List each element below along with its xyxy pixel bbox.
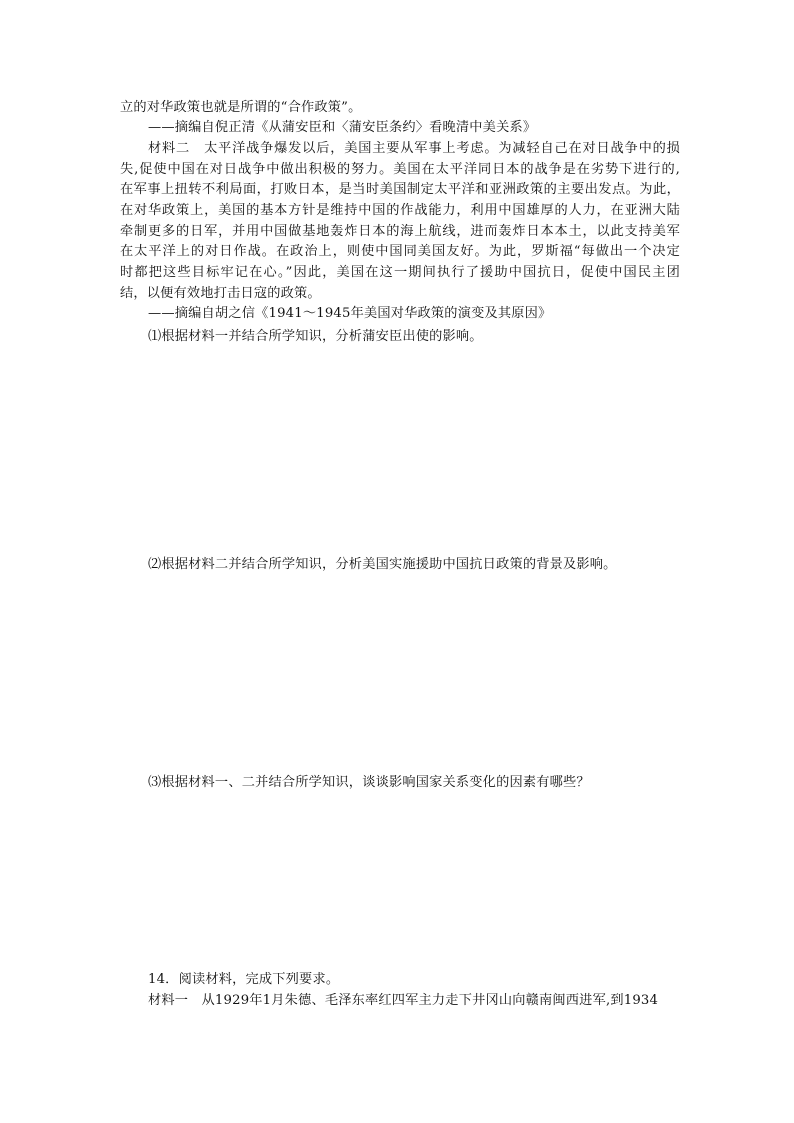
material-two-line: 失,促使中国在对日战争中做出积极的努力。美国在太平洋同日本的战争是在劣势下进行的, bbox=[120, 162, 680, 177]
material-two-line: 时都把这些目标牢记在心。”因此，美国在这一期间执行了援助中国抗日，促使中国民主团 bbox=[120, 265, 680, 280]
question-3: ⑶根据材料一、二并结合所学知识，谈谈影响国家关系变化的因素有哪些？ bbox=[148, 775, 590, 790]
material-two-line: 在军事上扭转不利局面，打败日本，是当时美国制定太平洋和亚洲政策的主要出发点。为此， bbox=[120, 182, 680, 197]
question-14-title: 14．阅读材料，完成下列要求。 bbox=[148, 972, 340, 987]
question-2: ⑵根据材料二并结合所学知识，分析美国实施援助中国抗日政策的背景及影响。 bbox=[148, 557, 617, 572]
material-two-line: 在对华政策上，美国的基本方针是维持中国的作战能力，利用中国雄厚的人力，在亚洲大陆 bbox=[120, 203, 680, 218]
material-two-line: 牵制更多的日军，并用中国做基地轰炸日本的海上航线，进而轰炸日本本土，以此支持美军 bbox=[120, 224, 680, 239]
question-1: ⑴根据材料一并结合所学知识，分析蒲安臣出使的影响。 bbox=[148, 329, 483, 344]
material-two-line: 结，以便有效地打击日寇的政策。 bbox=[120, 286, 321, 301]
material-two-line: 材料二 太平洋战争爆发以后，美国主要从军事上考虑。为减轻自己在对日战争中的损 bbox=[148, 141, 680, 156]
question-14-material-one: 材料一 从1929年1月朱德、毛泽东率红四军主力走下井冈山向赣南闽西进军,到1934 bbox=[148, 993, 659, 1008]
source-citation: ——摘编自倪正清《从蒲安臣和〈蒲安臣条约〉看晚清中美关系》 bbox=[148, 120, 537, 135]
material-two-line: 在太平洋上的对日作战。在政治上，则使中国同美国友好。为此，罗斯福“每做出一个决定 bbox=[120, 244, 680, 259]
text-line: 立的对华政策也就是所谓的“合作政策”。 bbox=[120, 100, 362, 115]
source-citation: ——摘编自胡之信《1941～1945年美国对华政策的演变及其原因》 bbox=[148, 306, 552, 321]
